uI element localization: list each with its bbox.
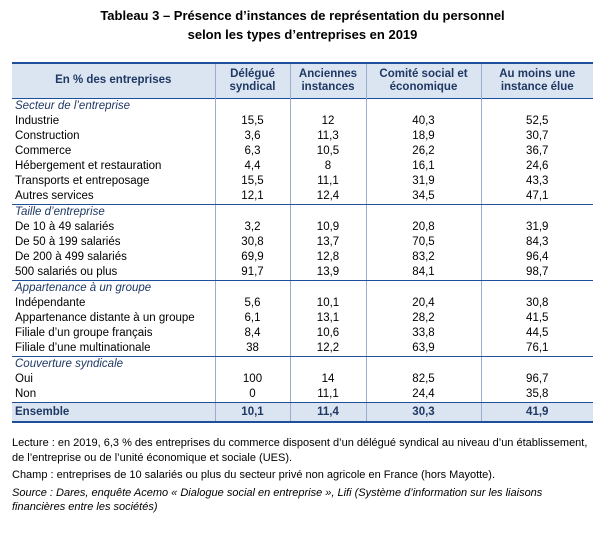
section-label: Secteur de l’entreprise [15,99,131,112]
row-value: 8 [290,159,366,174]
row-value: 30,7 [481,129,593,144]
row-value: 82,5 [366,372,481,387]
row-label: Oui [15,372,33,385]
row-value: 35,8 [481,387,593,403]
row-label: De 200 à 499 salariés [15,250,127,263]
section-blank-cell [481,280,593,296]
row-value: 3,6 [215,129,290,144]
section-row [12,356,593,372]
row-value: 38 [215,341,290,357]
table-row [12,129,593,144]
row-value: 10,6 [290,326,366,341]
table-row [12,341,593,357]
row-value: 13,9 [290,265,366,281]
row-value: 43,3 [481,174,593,189]
row-value: 13,1 [290,311,366,326]
table-row [12,189,593,205]
table-row [12,159,593,174]
table-row [12,372,593,387]
row-value: 52,5 [481,114,593,129]
section-blank-cell [215,356,290,372]
section-blank-cell [290,98,366,114]
row-label: Hébergement et restauration [15,159,162,172]
row-value: 47,1 [481,189,593,205]
row-value: 100 [215,372,290,387]
row-label: Industrie [15,114,60,127]
row-value: 83,2 [366,250,481,265]
section-blank-cell [215,280,290,296]
row-label: 500 salariés ou plus [12,265,215,281]
row-value: 10,1 [290,296,366,311]
row-label: De 10 à 49 salariés [15,220,115,233]
row-value: 28,2 [366,311,481,326]
section-label: Taille d’entreprise [15,205,105,218]
row-value: 8,4 [215,326,290,341]
total-value: 30,3 [366,402,481,422]
row-value: 31,9 [481,220,593,235]
table-row [12,144,593,159]
row-label: Non [12,387,215,403]
section-blank-cell [481,98,593,114]
row-value: 14 [290,372,366,387]
section-blank-cell [290,356,366,372]
section-blank-cell [290,280,366,296]
notes [12,436,597,518]
row-value: 41,5 [481,311,593,326]
row-value: 12,2 [290,341,366,357]
section-blank-cell [290,204,366,220]
row-value: 34,5 [366,189,481,205]
note-source: Source : Dares, enquête Acemo « Dialogue social en entreprise », Lifi (Système d’information sur les liaisons financières entre les sociétés) [12,486,543,513]
row-value: 40,3 [366,114,481,129]
row-value: 10,5 [290,144,366,159]
row-value: 96,7 [481,372,593,387]
header-instance-elue: Au moins une instance élue [481,63,593,98]
table-body [12,98,593,422]
row-value: 84,3 [481,235,593,250]
row-value: 18,9 [366,129,481,144]
row-value: 11,1 [290,387,366,403]
table-row [12,174,593,189]
row-value: 20,4 [366,296,481,311]
header-row [12,63,593,98]
row-value: 13,7 [290,235,366,250]
note-champ: Champ : entreprises de 10 salariés ou plus du secteur privé non agricole en France (hors Mayotte). [12,469,496,481]
section-blank-cell [366,204,481,220]
row-value: 69,9 [215,250,290,265]
header-delegue: Délégué syndical [215,63,290,98]
row-value: 20,8 [366,220,481,235]
total-value: 10,1 [215,402,290,422]
table-row [12,235,593,250]
row-value: 44,5 [481,326,593,341]
row-value: 6,3 [215,144,290,159]
table-row [12,114,593,129]
section-row [12,204,593,220]
section-row [12,280,593,296]
total-row [12,402,593,422]
row-label: Commerce [15,144,72,157]
note-lecture: Lecture : en 2019, 6,3 % des entreprises du commerce disposent d’un délégué syndical au niveau d’un établissement, de l’entreprise ou de l’unité économique et sociale (UES). [12,437,588,464]
section-blank-cell [366,280,481,296]
table-row [12,220,593,235]
row-value: 16,1 [366,159,481,174]
row-value: 98,7 [481,265,593,281]
total-label: Ensemble [12,402,215,422]
row-value: 30,8 [215,235,290,250]
header-anciennes: Anciennes instances [290,63,366,98]
row-label: Indépendante [15,296,86,309]
row-value: 24,6 [481,159,593,174]
row-value: 0 [215,387,290,403]
row-value: 96,4 [481,250,593,265]
row-label: Transports et entreposage [15,174,150,187]
section-blank-cell [215,98,290,114]
section-blank-cell [366,356,481,372]
title-line-1: Tableau 3 – Présence d’instances de représentation du personnel [100,8,505,23]
table-row [12,296,593,311]
row-value: 31,9 [366,174,481,189]
section-label: Appartenance à un groupe [15,281,152,294]
row-value: 12,4 [290,189,366,205]
table-title [0,6,605,44]
row-value: 26,2 [366,144,481,159]
row-label: De 50 à 199 salariés [15,235,121,248]
row-value: 30,8 [481,296,593,311]
row-value: 11,1 [290,174,366,189]
row-value: 84,1 [366,265,481,281]
row-value: 10,9 [290,220,366,235]
row-value: 12 [290,114,366,129]
row-value: 4,4 [215,159,290,174]
row-value: 6,1 [215,311,290,326]
row-value: 12,1 [215,189,290,205]
row-label: Construction [15,129,80,142]
row-value: 24,4 [366,387,481,403]
row-value: 70,5 [366,235,481,250]
section-blank-cell [481,356,593,372]
table-row [12,326,593,341]
header-category: En % des entreprises [12,63,215,98]
row-value: 15,5 [215,114,290,129]
header-cse: Comité social et économique [366,63,481,98]
row-label: Filiale d’un groupe français [15,326,153,339]
table-row [12,250,593,265]
row-label: Filiale d’une multinationale [12,341,215,357]
row-value: 11,3 [290,129,366,144]
section-blank-cell [215,204,290,220]
row-value: 3,2 [215,220,290,235]
section-blank-cell [481,204,593,220]
table-row [12,311,593,326]
row-value: 91,7 [215,265,290,281]
total-value: 41,9 [481,402,593,422]
row-label: Appartenance distante à un groupe [15,311,195,324]
total-value: 11,4 [290,402,366,422]
row-value: 5,6 [215,296,290,311]
row-value: 76,1 [481,341,593,357]
title-line-2: selon les types d’entreprises en 2019 [187,27,418,42]
data-table [12,62,593,423]
table-row [12,265,593,281]
table-row [12,387,593,403]
row-value: 33,8 [366,326,481,341]
row-label: Autres services [12,189,215,205]
row-value: 36,7 [481,144,593,159]
section-label: Couverture syndicale [15,357,124,370]
section-row [12,98,593,114]
row-value: 12,8 [290,250,366,265]
row-value: 15,5 [215,174,290,189]
row-value: 63,9 [366,341,481,357]
section-blank-cell [366,98,481,114]
